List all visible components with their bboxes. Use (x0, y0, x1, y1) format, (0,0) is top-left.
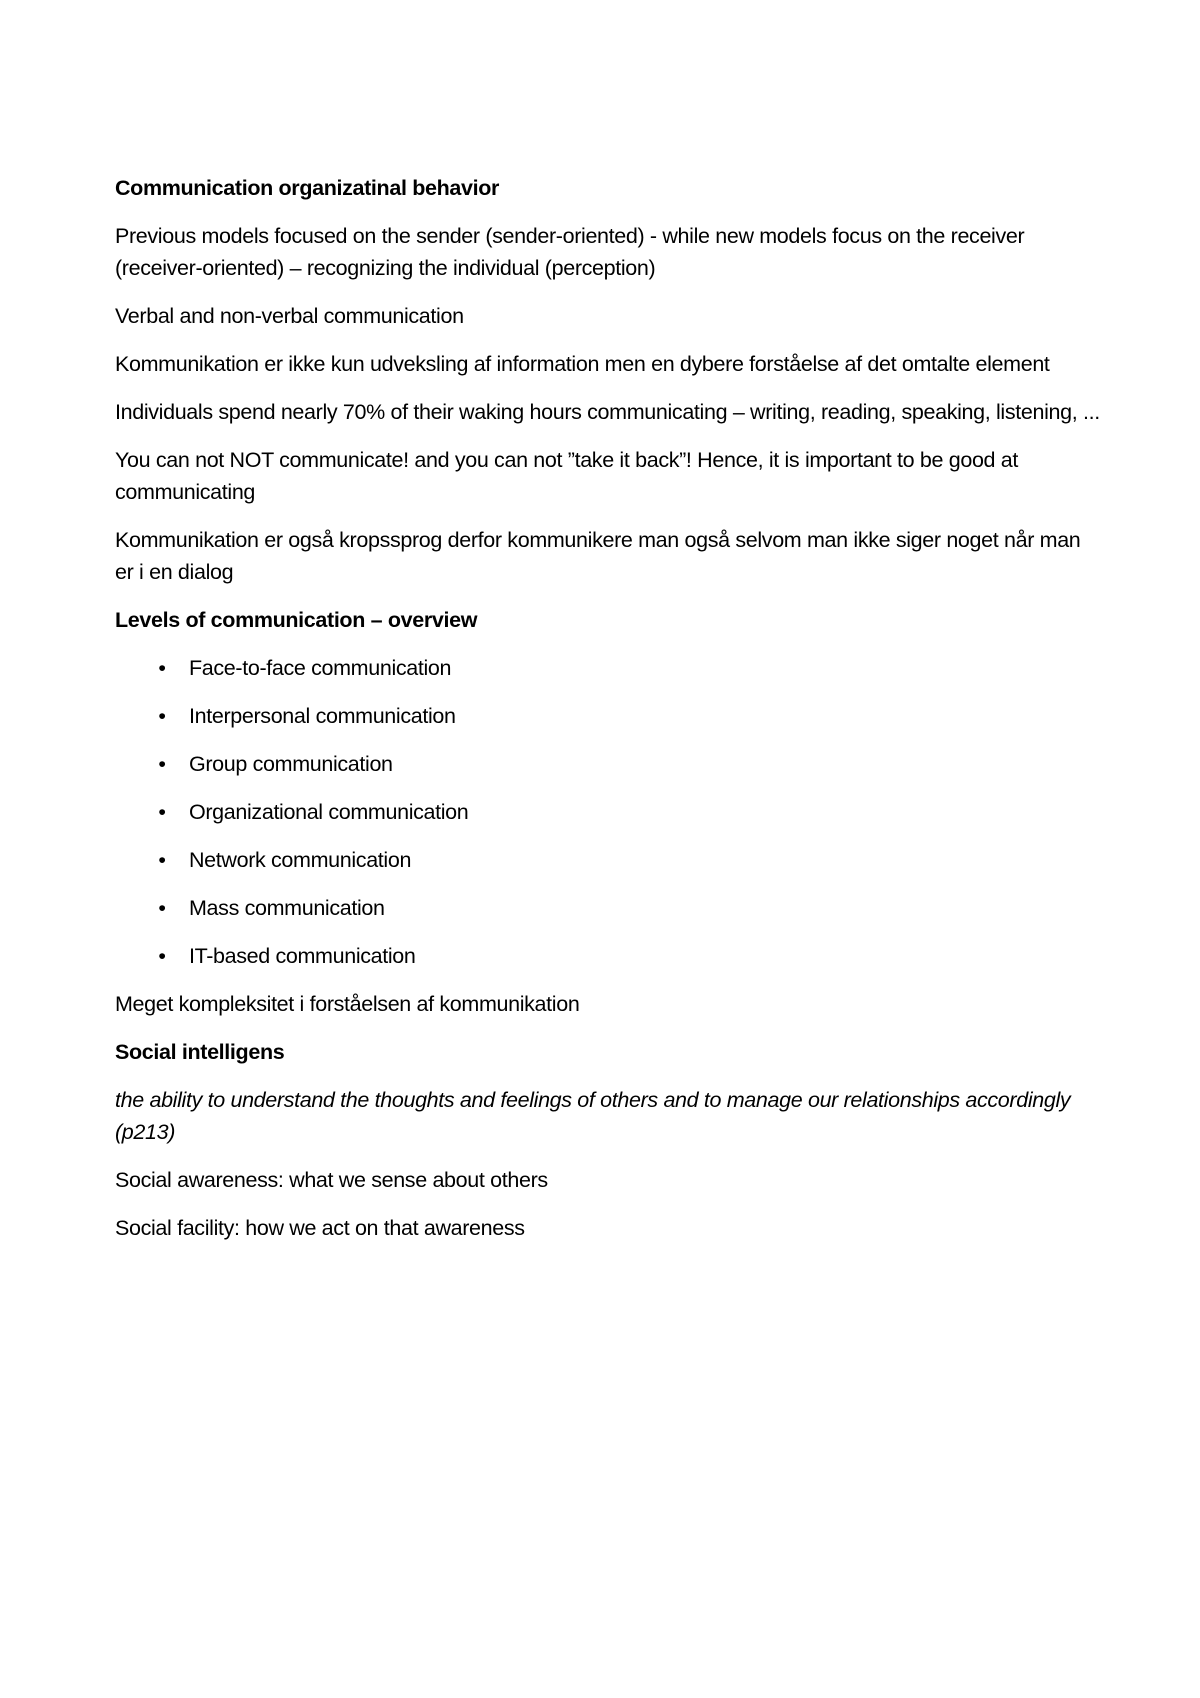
levels-heading: Levels of communication – overview (115, 608, 478, 632)
paragraph-complexity: Meget kompleksitet i forståelsen af kommunikation (115, 992, 580, 1016)
list-item-label: Mass communication (189, 896, 385, 920)
social-definition: the ability to understand the thoughts and feelings of others and to manage our relationships accordingly (p213) (115, 1088, 1071, 1144)
paragraph-waking-hours: Individuals spend nearly 70% of their waking hours communicating – writing, reading, speaking, listening, ... (115, 400, 1100, 424)
paragraph-cannot-not-communicate: You can not NOT communicate! and you can not ”take it back”! Hence, it is important to be good at communicating (115, 448, 1019, 504)
bullet-icon: • (158, 944, 166, 968)
list-item-label: Face-to-face communication (189, 656, 452, 680)
list-item (115, 700, 1100, 732)
list-item (115, 844, 1100, 876)
list-item (115, 748, 1100, 780)
document-title: Communication organizatinal behavior (115, 176, 500, 200)
list-item-label: Network communication (189, 848, 412, 872)
paragraph-sender-receiver: Previous models focused on the sender (sender-oriented) - while new models focus on the receiver (receiver-oriented) – recognizing the individual (perception) (115, 224, 1025, 280)
list-item (115, 940, 1100, 972)
levels-list (115, 652, 1100, 972)
list-item (115, 652, 1100, 684)
paragraph-social-awareness: Social awareness: what we sense about others (115, 1168, 548, 1192)
bullet-icon: • (158, 704, 166, 728)
list-item-label: IT-based communication (189, 944, 416, 968)
bullet-icon: • (158, 656, 166, 680)
list-item-label: Group communication (189, 752, 393, 776)
list-item-label: Interpersonal communication (189, 704, 456, 728)
list-item (115, 892, 1100, 924)
bullet-icon: • (158, 752, 166, 776)
paragraph-kropssprog: Kommunikation er også kropssprog derfor kommunikere man også selvom man ikke siger noget når man er i en dialog (115, 528, 1081, 584)
bullet-icon: • (158, 848, 166, 872)
bullet-icon: • (158, 800, 166, 824)
document-body (115, 172, 1100, 1260)
list-item-label: Organizational communication (189, 800, 469, 824)
paragraph-social-facility: Social facility: how we act on that awareness (115, 1216, 525, 1240)
social-heading: Social intelligens (115, 1040, 285, 1064)
paragraph-kommunikation-udveksling: Kommunikation er ikke kun udveksling af information men en dybere forståelse af det omtalte element (115, 352, 1050, 376)
bullet-icon: • (158, 896, 166, 920)
list-item (115, 796, 1100, 828)
paragraph-verbal-nonverbal: Verbal and non-verbal communication (115, 304, 464, 328)
